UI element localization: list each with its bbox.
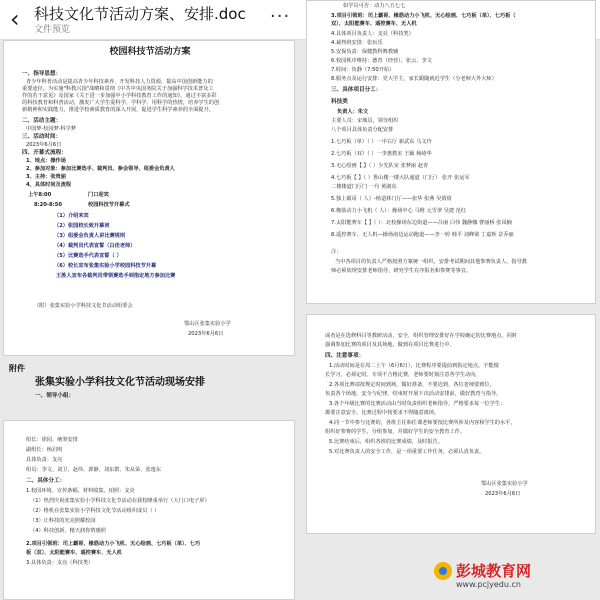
detail-line: 双）、太阳能赛车、遥控赛车、无人机 — [331, 21, 417, 27]
category-label: 科技类 — [331, 99, 348, 105]
section-heading: 一、领导小组： — [35, 393, 75, 399]
time-slot-desc: 门口迎宾 — [88, 192, 109, 198]
watermark-name: 彭城教育网 — [456, 562, 532, 580]
flow-item: 4、具体时间及流程 — [26, 182, 72, 188]
ceremony-step: （6）校长宣布张集实验小学校园科技节开幕 — [54, 263, 157, 269]
leader-line: 组长：徐园、统筹安排 — [26, 437, 78, 443]
section-heading: 三、具体项目分工： — [331, 87, 382, 93]
body-line: 5.对比赛负责人的安全工作，是一项重要工作任务，必须认真负责。 — [329, 449, 485, 455]
paragraph-line: 重要途径。为实施"科教兴国"战略和贯彻《中共中央国务院关于加强科学技术普及工 — [22, 86, 214, 92]
sign-date: 2023年6月6日 — [188, 331, 224, 337]
detail-line: 8.服务点及运行安排：党大学主，家长跟随就近学生（分老师大外大师） — [331, 76, 497, 82]
note-line: 当中各项目的负责人严格按照方案统一组织，安排考试期间其他参赛负责人、指导教 — [335, 259, 527, 265]
project-row: 5.独上霸哥（ 人）-杨造林门厅——张华 张燕 吴倩倩 — [331, 196, 452, 202]
detail-line: 6.校园秩序维持：德育（经营）、张云、李文 — [331, 58, 432, 64]
ceremony-step: （4）裁判员代表宣誓（白佳老师） — [54, 243, 136, 249]
paragraph-line: 作的若干意见》及国家《关于进一步加强中小学科技教育工作的通知》，通过丰富多彩 — [22, 93, 217, 99]
project-owner: 3.具体负责：支亮（科技类） — [26, 560, 94, 566]
paragraph-line: 青少年科普活动是提高青少年科技素养，开发科技人力资源，提高中国创新能力的 — [26, 79, 213, 85]
detail-line: 3.项目引领班：司上霸哥、橡筋动力小飞机、无心绘画、七巧板（单）、七巧板（ — [331, 13, 516, 19]
paragraph-line: 新精神和实践能力，推进学校素质教育的深入开展，促进学生科学素养的全面提升。 — [22, 107, 214, 113]
detail-line: 4.具体项目负责人：支亮（科技类） — [331, 31, 414, 37]
body-line: 3.各个年级比赛的比赛活动由当时负责组织老师指导，严格要求每一位学生： — [329, 401, 506, 407]
committee-note: （附）张集实验小学科技文化节活动组委会 — [34, 303, 133, 309]
more-options-icon[interactable]: ··· — [270, 6, 291, 27]
project-row: 3.无心绘画【 】（ ）少先队室 张梦丽 赵青 — [331, 163, 429, 169]
task-line: （3）让科技的光亮照耀校园 — [30, 518, 96, 524]
body-line: 都要注意安全。比赛过程中按要求不得随意离场。 — [325, 410, 440, 416]
project-row: 8.遥控赛车、无人机—操场南边运动跑道——李一婷 韩平 刘峰梁 丁嘉辉 景乔丽 — [331, 232, 514, 238]
section-heading: 一、指导思想： — [22, 71, 62, 77]
task-line: （4）科技创新，精天润你情感照 — [30, 528, 106, 534]
document-page-3 — [3, 420, 295, 600]
detail-line: 7.时间：负静（7:50开始） — [331, 67, 395, 73]
preview-label: 文件预览 — [34, 25, 71, 35]
project-row: 二楼楼道门厅门 一丹 黄淑东 — [331, 184, 397, 190]
section-heading: 二、活动主题： — [22, 118, 62, 124]
appendix-title: 张集实验小学科技文化节活动现场安排 — [35, 377, 205, 388]
paragraph-line: 的科技教育和科普活动，激发广大学生爱科学、学科学、用科学的热情，培养学生的创 — [22, 100, 220, 106]
ceremony-step: （3）组委会负责人讲比赛规则 — [54, 233, 126, 239]
note-label: 注： — [331, 249, 342, 255]
section-heading: 四、开幕式流程： — [22, 150, 67, 156]
document-page-1 — [3, 40, 295, 356]
flow-item: 3、主持：张贵丽 — [26, 174, 66, 180]
project-line: 板（双）、太阳能赛车、遥控赛车、无人机 — [26, 550, 122, 556]
project-line: 2.项目引领班：司上霸哥、橡筋动力小飞机、无心绘画、七巧板（单）、七巧 — [26, 541, 201, 547]
body-line: 或者是在选修科目等教研活动，安全，组织管理安排好在学校确定的比赛地点，同时 — [325, 333, 517, 339]
project-row: 1.七巧板（单）（ ）一中右厅 新武东 马文玲 — [331, 139, 432, 145]
signer: 鄂山区张集实验小学 — [481, 481, 528, 487]
task-line: （1）热烈庆祝张集实验小学科技文化节活动在我校隆重举行（大门口电子屏） — [30, 498, 210, 504]
body-line: 负责各个场地，安全与纪律，结束时开展下次活动安排前，做好教育与指导。 — [325, 391, 502, 397]
page-title: 校园科技节活动方案 — [109, 47, 191, 57]
appendix-label: 附件 — [9, 364, 25, 373]
sign-date: 2023年6月6日 — [485, 491, 521, 497]
ceremony-step: （2）张园校长致开幕词 — [54, 223, 110, 229]
body-line: 1.活动时间是在周二上午（6月6日），比赛程序要提前到指定地点。不能擅 — [329, 363, 499, 369]
flow-item: 2、参加对象：参加比赛选手、裁判员、参会领导、组委会负责人 — [26, 166, 175, 172]
project-row: 7.太阳能赛车【 】（ ）：北校操场东边街道——吕丽 白伟 魏静娜 曹丽桥 张凤楠 — [331, 220, 512, 226]
section-heading: 四、注意事项： — [325, 353, 365, 359]
leader-line: 副组长：杨启明 — [26, 447, 63, 453]
project-row: 6.橡筋动力小飞机（ 人）：操场中心 马维 元雪翠 吴建 范红 — [331, 208, 467, 214]
section-heading: 二、具体分工： — [26, 478, 66, 484]
owner-line: 负责人：朱文 — [337, 109, 369, 115]
date-text: 2023年6月6日 — [26, 142, 62, 148]
body-line: 4.同一节中参与比赛的，各班主任和任课老师要按比赛所涉及内容和学生的水平， — [329, 420, 516, 426]
ceremony-step: （1）介绍来宾 — [54, 213, 89, 219]
section-heading: 三、活动时间： — [22, 134, 62, 140]
time-slot: 上午8:00 — [28, 192, 52, 198]
signer: 鄂山区张集实验小学 — [184, 321, 231, 327]
body-line: 强调参加比赛的项目及其场地，做到在项目比赛进行中， — [325, 342, 455, 348]
task-line: 1.校园环境、宣传条幅、材料收集、拍照：支亮 — [26, 488, 135, 494]
watermark-url: www.pcjyedu.cn — [456, 580, 521, 589]
detail-line: 主要人员：宋城员，领导组织 — [331, 118, 399, 124]
leader-line: 具体负责：支亮 — [26, 457, 63, 463]
leader-line: 组员：李文、刘卫、赵伟、郭静、刘东群、朱从荣、张逸东 — [26, 467, 161, 473]
note-line: 师必须依规安排老师指导，研究学生有序报名和参赛等事宜。 — [331, 268, 472, 274]
project-row: 2.七巧板（双）（ ）一李惠教室 王颖 杨绮华 — [331, 151, 432, 157]
detail-line: 八个项目具体负责分配安排 — [331, 127, 394, 133]
ceremony-step: （5）比赛选手代表宣誓（ ） — [54, 253, 122, 259]
theme-text: 中国梦·校园梦·科学梦 — [26, 126, 76, 132]
body-line: 组织好参赛的学生，分组参加，并做好学生的安全教育工作。 — [325, 429, 466, 435]
top-line: 如学员可否：动力八五七七 — [343, 3, 406, 9]
flow-item: 1、地点：操作场 — [26, 158, 66, 164]
body-line: 长学习，必须定时。专项不合格比赛，老师要时刻注意各学生动向。 — [325, 372, 481, 378]
document-page-5 — [306, 314, 596, 534]
time-slot-desc: 校园科技节开幕式 — [88, 202, 130, 208]
time-slot: 8:20-8:50 — [34, 202, 62, 208]
back-arrow-icon[interactable]: ‹ — [10, 5, 20, 33]
body-line: 2.各项比赛请按规定时间到场，做好准备，不要迟到，各位老师要到位， — [329, 382, 495, 388]
detail-line: 4.裁判班安排：张玩乐 — [331, 40, 383, 46]
task-line: （2）格机在张集实验小学科技文化节活动组织成员（ ） — [30, 508, 160, 514]
project-row: 4.七巧板【 】（ ）鲁山楼一楼大队通道（门厅） 张开 张运军 — [331, 175, 470, 181]
ceremony-final: 王胜人宣布各裁判员带领赛选手到指定地方参加比赛 — [56, 273, 176, 279]
site-watermark — [434, 560, 594, 596]
appendix-block — [3, 360, 295, 415]
logo-icon — [434, 562, 452, 580]
document-title: 科技文化节活动方案、安排.doc — [34, 5, 246, 23]
body-line: 5.比赛结束后，组织各班的比赛成绩，及时报告。 — [329, 439, 443, 445]
document-page-4 — [306, 0, 596, 304]
detail-line: 5.安保负责：保健教科舞教辅 — [331, 49, 399, 55]
